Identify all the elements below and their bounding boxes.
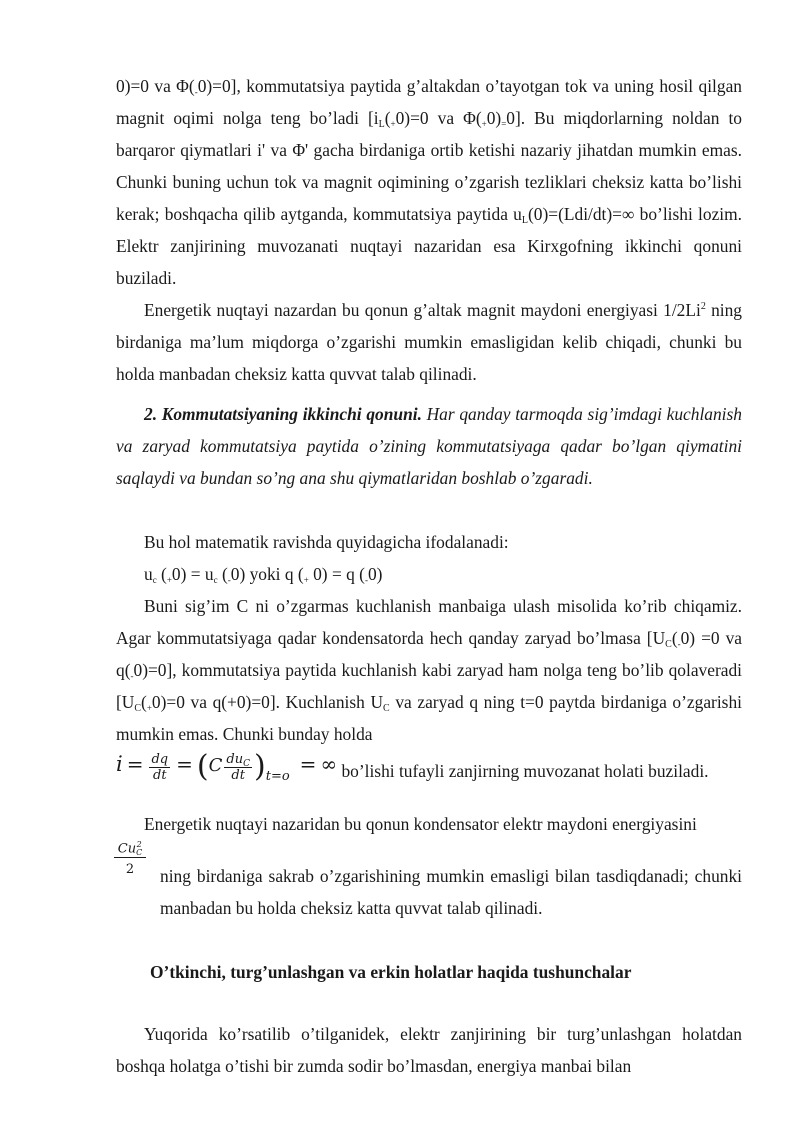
fraction-numerator: dq <box>151 751 169 767</box>
subscript: = <box>501 119 507 129</box>
formula-capacitor-law <box>116 558 742 590</box>
paragraph-math-intro <box>116 526 742 558</box>
fraction-numerator <box>224 752 252 768</box>
subscript: - <box>130 671 134 681</box>
paragraph-energy-capacitor-line2 <box>160 860 742 924</box>
text: bo’lishi tufayli zanjirning muvozanat holati buziladi. <box>337 761 709 781</box>
text: Buni sig’im C ni o’zgarmas kuchlanish manbaiga ulash misolida ko’rib chiqamiz. Agar kommutatsiyaga qadar kondensatorda hech qanday zaryad bo’lmasa [U <box>116 596 742 648</box>
superscript: 2 <box>136 840 142 849</box>
text: ( <box>217 564 228 584</box>
text: ning birdaniga ma’lum miqdorga o’zgarishi mumkin emasligidan kelib chiqadi, chunki bu holda manbadan cheksiz katta quvvat talab qilinadi. <box>116 300 743 384</box>
subscript: C <box>243 758 250 769</box>
subscript: L <box>521 215 528 226</box>
text: u <box>144 564 153 584</box>
eq-equals: = <box>299 752 317 776</box>
text: Energetik nuqtayi nazaridan bu qonun kondensator elektr maydoni energiyasini <box>144 814 697 834</box>
subscript: + <box>146 703 152 713</box>
equation-current-line <box>116 748 742 793</box>
fraction-denominator: dt <box>153 767 167 783</box>
text: 0) yoki q ( <box>230 564 304 584</box>
subscript: C <box>136 848 143 857</box>
paragraph-capacitor-example <box>116 590 742 750</box>
subscript: - <box>364 575 368 585</box>
text: Cu <box>117 841 137 857</box>
fraction-duc-dt <box>224 752 252 783</box>
subscript: + <box>166 575 172 585</box>
subscript: C <box>665 639 672 650</box>
text: ( <box>384 108 391 128</box>
law-title: 2. Kommutatsiyaning ikkinchi qonuni. <box>144 404 422 424</box>
fraction-dq-dt <box>149 752 170 783</box>
subscript: - <box>677 639 681 649</box>
text: Yuqorida ko’rsatilib o’tilganidek, elektr zanjirining bir turg’unlashgan holatdan boshqa holatga o’tishi bir zumda sodir bo’lmasdan, energiya manbai bilan <box>116 1024 742 1076</box>
text: 0) =0 va q( <box>116 628 742 680</box>
fraction-numerator <box>114 841 146 858</box>
subscript: + <box>481 119 487 129</box>
text: 0) <box>486 108 502 128</box>
text: ( <box>156 564 167 584</box>
eq-symbol-c: C <box>208 755 223 776</box>
paren-close: ) <box>254 749 266 784</box>
section-heading: O’tkinchi, turg’unlashgan va erkin holatlar haqida tushunchalar <box>150 962 632 982</box>
text: 0) <box>367 564 383 584</box>
text: ( <box>141 692 147 712</box>
text: Bu hol matematik ravishda quyidagicha ifodalanadi: <box>144 532 509 552</box>
paragraph-second-law <box>116 398 742 494</box>
text: 0]. Bu miqdorlarning noldan to barqaror qiymatlari i' va Φ' gacha birdaniga ortib ketishi nazariy jihatdan mumkin emas. Chunki buning uchun tok va magnit oqimining o’zgarish tezliklari cheksiz katta bo’lishi kerak; boshqacha qilib aytganda, kommutatsiya paytida u <box>116 108 742 224</box>
subscript: - <box>227 575 231 585</box>
text: 0)=0 va q(+0)=0]. Kuchlanish U <box>151 692 384 712</box>
fraction-denominator: 2 <box>125 862 135 877</box>
text: 0)=0], kommutatsiya paytida kuchlanish kabi zaryad ham nolga teng bo’lib qolaveradi [U <box>116 660 742 712</box>
eq-equals: = <box>126 752 144 776</box>
subscript: C <box>383 703 390 714</box>
paragraph-transient-intro <box>116 1018 742 1082</box>
law-statement: Har qanday tarmoqda sig’imdagi kuchlanish va zaryad kommutatsiya paytida o’zining kommutatsiyaga qadar bo’lgan qiymatini saqlaydi va bundan so’ng ana shu qiymatlaridan boshlab o’zgaradi. <box>116 404 742 488</box>
eq-equals: = <box>176 752 193 776</box>
subscript: + <box>303 575 309 585</box>
text: du <box>226 751 244 767</box>
text: Energetik nuqtayi nazardan bu qonun g’altak magnit maydoni energiyasi 1/2Li <box>144 300 701 320</box>
subscript: c <box>152 575 157 585</box>
text: (0)=(Ldi/dt)=∞ bo’lishi lozim. Elektr zanjirining muvozanati nuqtayi nazaridan esa Kirxgofning ikkinchi qonuni buziladi. <box>116 204 743 288</box>
text: 0) = u <box>171 564 214 584</box>
paren-open: ( <box>196 749 209 784</box>
text: 0)=0 va Φ( <box>116 76 195 96</box>
subscript: - <box>194 87 198 97</box>
text: 0)=0 va Φ( <box>395 108 482 128</box>
text: ning birdaniga sakrab o’zgarishining mumkin emasligi bilan tasdiqdanadi; chunki manbadan bu holda cheksiz katta quvvat talab qilinadi. <box>160 866 742 918</box>
eq-symbol-i: i <box>116 752 123 776</box>
fraction-capacitor-energy <box>114 841 146 877</box>
paragraph-energy-inductor <box>116 294 742 390</box>
text: ( <box>671 628 678 648</box>
fraction-denominator: dt <box>231 767 245 783</box>
eq-infinity: ∞ <box>320 752 338 776</box>
text: va zaryad q ning t=0 paytda birdaniga o’zgarishi mumkin emas. Chunki bunday holda <box>116 692 742 744</box>
paragraph-first-law-continuation <box>116 70 742 294</box>
subscript: + <box>390 119 396 129</box>
subscript: c <box>213 575 218 585</box>
subscript: L <box>378 119 385 130</box>
subscript: C <box>134 703 142 714</box>
paragraph-energy-capacitor-line1 <box>116 808 742 840</box>
eq-condition: t=o <box>265 769 290 784</box>
superscript: 2 <box>700 301 706 312</box>
text: 0) = q ( <box>308 564 365 584</box>
text: 0)=0], kommutatsiya paytida g’altakdan o’tayotgan tok va uning hosil qilgan magnit oqimi nolga teng bo’ladi [i <box>116 76 742 128</box>
